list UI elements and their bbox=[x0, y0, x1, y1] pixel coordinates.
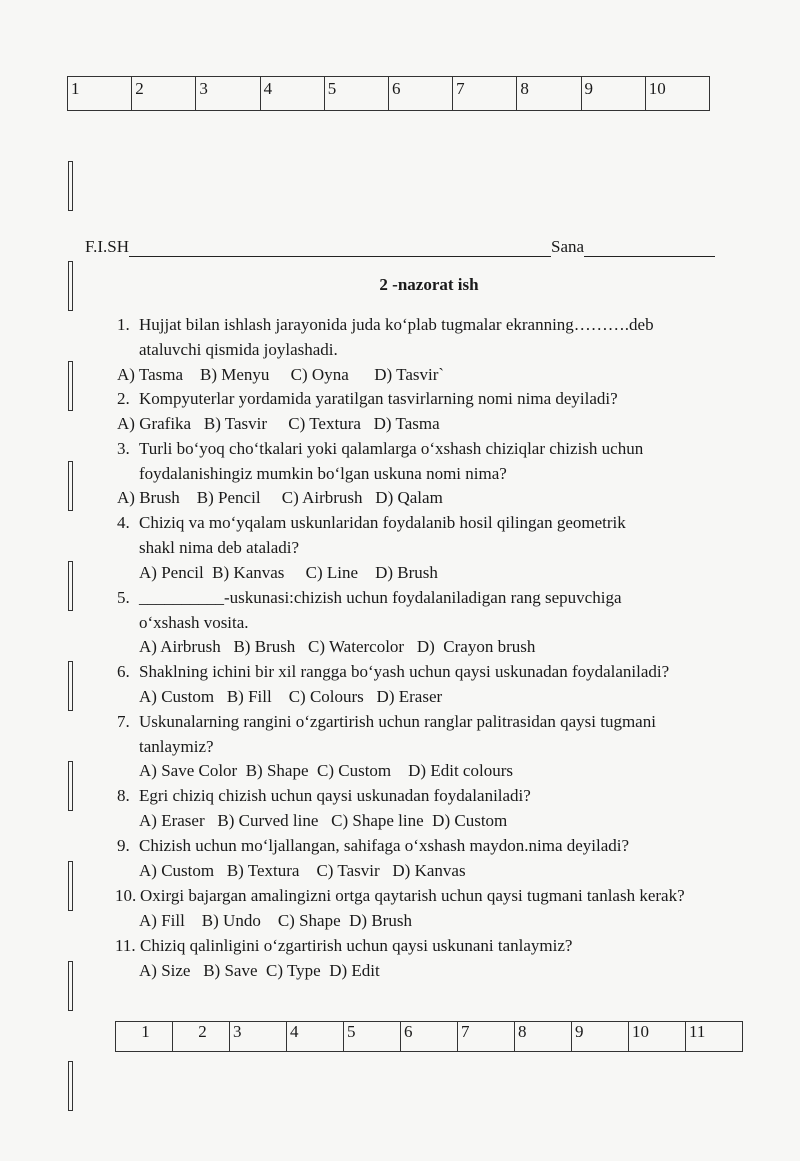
question-number: 5. bbox=[117, 588, 130, 607]
question-text: Chizish uchun mo‘ljallangan, sahifaga o‘xshash maydon.nima deyiladi? bbox=[139, 836, 630, 855]
answer-cell[interactable] bbox=[68, 162, 72, 211]
question-text: Uskunalarning rangini o‘zgartirish uchun ranglar palitrasidan qaysi tugmani bbox=[139, 712, 656, 731]
question-text: Chiziq qalinligini o‘zgartirish uchun qaysi uskunani tanlaymiz? bbox=[140, 936, 573, 955]
answer-cell[interactable] bbox=[68, 562, 72, 611]
answer-grid-bottom bbox=[115, 1021, 743, 1052]
grid-cell[interactable]: 8 bbox=[515, 1022, 572, 1052]
question-number: 3. bbox=[117, 439, 130, 458]
grid-cell: 9 bbox=[581, 77, 645, 111]
question-text: ataluvchi qismida joylashadi. bbox=[139, 340, 338, 359]
grid-cell: 7 bbox=[453, 77, 517, 111]
question-number: 4. bbox=[117, 513, 130, 532]
answer-options: A) Custom B) Fill C) Colours D) Eraser bbox=[139, 687, 443, 706]
question-text: Oxirgi bajargan amalingizni ortga qaytarish uchun qaysi tugmani tanlash kerak? bbox=[140, 886, 685, 905]
grid-cell[interactable]: 7 bbox=[458, 1022, 515, 1052]
answer-cell[interactable] bbox=[68, 462, 72, 511]
grid-cell[interactable]: 6 bbox=[401, 1022, 458, 1052]
answer-options: A) Eraser B) Curved line C) Shape line D) Custom bbox=[139, 811, 508, 830]
grid-cell: 2 bbox=[132, 77, 196, 111]
grid-cell: 10 bbox=[645, 77, 709, 111]
grid-cell: 5 bbox=[324, 77, 388, 111]
question-number: 2. bbox=[117, 389, 130, 408]
question-text: Chiziq va mo‘yqalam uskunlaridan foydalanib hosil qilingan geometrik bbox=[139, 513, 626, 532]
answer-options: A) Custom B) Textura C) Tasvir D) Kanvas bbox=[139, 861, 466, 880]
question-number: 7. bbox=[117, 712, 130, 731]
grid-cell: 1 bbox=[68, 77, 132, 111]
question-number: 10. bbox=[115, 886, 137, 905]
answer-options: A) Size B) Save C) Type D) Edit bbox=[139, 961, 380, 980]
question-text: __________-uskunasi:chizish uchun foydalaniladigan rang sepuvchiga bbox=[139, 588, 622, 607]
name-date-line bbox=[85, 237, 725, 257]
question-number: 11. bbox=[115, 936, 136, 955]
date-label: Sana bbox=[551, 237, 585, 256]
answer-grid-header-row bbox=[68, 77, 710, 111]
answer-cell[interactable] bbox=[68, 662, 72, 711]
question-number: 8. bbox=[117, 786, 130, 805]
question-text: Hujjat bilan ishlash jarayonida juda ko‘plab tugmalar ekranning……….deb bbox=[139, 315, 654, 334]
grid-cell: 6 bbox=[388, 77, 452, 111]
answer-options: A) Airbrush B) Brush C) Watercolor D) Crayon brush bbox=[139, 637, 536, 656]
grid-cell: 4 bbox=[260, 77, 324, 111]
answer-grid-top bbox=[67, 76, 710, 111]
answer-grid-bottom-row bbox=[116, 1022, 743, 1052]
question-text: shakl nima deb ataladi? bbox=[139, 538, 300, 557]
question-text: o‘xshash vosita. bbox=[139, 613, 249, 632]
answer-options: A) Grafika B) Tasvir C) Textura D) Tasma bbox=[117, 414, 440, 433]
grid-cell[interactable]: 1 bbox=[116, 1022, 173, 1052]
date-blank[interactable] bbox=[584, 240, 715, 257]
question-text: Kompyuterlar yordamida yaratilgan tasvirlarning nomi nima deyiladi? bbox=[139, 389, 618, 408]
answer-grid-empty-row bbox=[68, 111, 94, 1161]
answer-cell[interactable] bbox=[68, 362, 72, 411]
answer-options: A) Save Color B) Shape C) Custom D) Edit colours bbox=[139, 761, 513, 780]
grid-cell[interactable]: 9 bbox=[572, 1022, 629, 1052]
answer-options: A) Brush B) Pencil C) Airbrush D) Qalam bbox=[117, 488, 443, 507]
question-text: Shaklning ichini bir xil rangga bo‘yash uchun qaysi uskunadan foydalaniladi? bbox=[139, 662, 670, 681]
grid-cell[interactable]: 3 bbox=[230, 1022, 287, 1052]
question-number: 1. bbox=[117, 315, 130, 334]
grid-cell[interactable]: 10 bbox=[629, 1022, 686, 1052]
grid-cell: 3 bbox=[196, 77, 260, 111]
question-number: 9. bbox=[117, 836, 130, 855]
question-number: 6. bbox=[117, 662, 130, 681]
grid-cell[interactable]: 2 bbox=[173, 1022, 230, 1052]
answer-options: A) Tasma B) Menyu C) Oyna D) Tasvir` bbox=[117, 365, 445, 384]
page-title: 2 -nazorat ish bbox=[379, 275, 479, 294]
answer-options: A) Pencil B) Kanvas C) Line D) Brush bbox=[139, 563, 438, 582]
grid-cell: 8 bbox=[517, 77, 581, 111]
question-text: Turli bo‘yoq cho‘tkalari yoki qalamlarga o‘xshash chiziqlar chizish uchun bbox=[139, 439, 644, 458]
question-text: tanlaymiz? bbox=[139, 737, 214, 756]
grid-cell[interactable]: 5 bbox=[344, 1022, 401, 1052]
answer-options: A) Fill B) Undo C) Shape D) Brush bbox=[139, 911, 412, 930]
question-text: foydalanishingiz mumkin bo‘lgan uskuna nomi nima? bbox=[139, 464, 507, 483]
answer-cell[interactable] bbox=[68, 762, 72, 811]
answer-cell[interactable] bbox=[68, 962, 72, 1011]
fish-label: F.I.SH bbox=[85, 237, 129, 256]
grid-cell[interactable]: 4 bbox=[287, 1022, 344, 1052]
fish-blank[interactable] bbox=[129, 240, 551, 257]
answer-cell[interactable] bbox=[68, 1062, 72, 1111]
answer-cell[interactable] bbox=[68, 862, 72, 911]
grid-cell[interactable]: 11 bbox=[686, 1022, 743, 1052]
question-text: Egri chiziq chizish uchun qaysi uskunadan foydalaniladi? bbox=[139, 786, 531, 805]
